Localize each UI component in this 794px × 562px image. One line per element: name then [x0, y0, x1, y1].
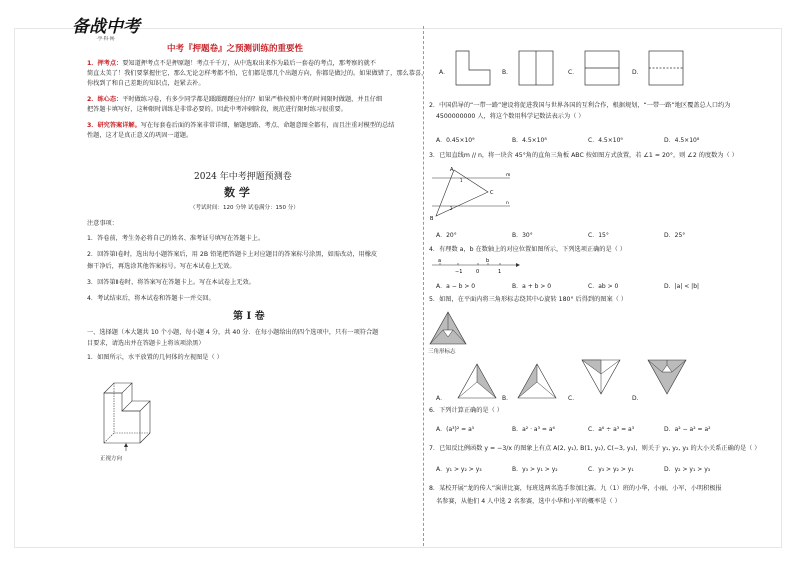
q2-option-c[interactable]: C．4.5×10⁹ [588, 137, 623, 144]
q6-option-a[interactable]: A．(a³)² = a⁵ [436, 426, 475, 433]
notice-3: 3．回答第Ⅱ卷时，将答案写在答题卡上。写在本试卷上无效。 [87, 279, 255, 286]
q1-option-b[interactable]: B． [502, 69, 513, 76]
q3-option-a[interactable]: A．20° [436, 232, 457, 239]
q6-option-b[interactable]: B．a² · a³ = a⁶ [512, 426, 555, 433]
notice-1: 1．答卷前，考生务必将自己的姓名、准考证号填写在答题卡上。 [87, 235, 265, 242]
question-8-line2: 名参赛，从他们 4 人中选 2 名参赛，选中小华和小军的概率是（ ） [436, 498, 621, 505]
banner-title: 中考『押题卷』之预测训练的重要性 [167, 44, 304, 54]
q4-option-b[interactable]: B．a + b > 0 [512, 283, 552, 290]
number-line-figure [430, 256, 520, 276]
q1-option-d[interactable]: D． [632, 69, 643, 76]
svg-text:1: 1 [498, 269, 502, 275]
part-title: 第 Ⅰ 卷 [233, 311, 265, 322]
question-3: 3．已知直线m // n，将一块含 45°角的直角三角板 ABC 按如图方式放置，若 ∠1 = 20°，则 ∠2 的度数为（ ） [429, 152, 738, 159]
svg-text:C: C [490, 190, 494, 196]
question-2-line1: 2．中国倡导的“一带一路”建设将促进我国与世界各国的互利合作，根据规划，“一带一路”地区覆盖总人口约为 [429, 102, 731, 109]
triangle-sign-figure [428, 310, 468, 346]
intro-1-line3: 你找到了和自己差距的知识点，赶紧去补。 [87, 80, 205, 87]
notice-4: 4．考试结束后，将本试卷和答题卡一并交回。 [87, 295, 215, 302]
option-d-sign [646, 358, 688, 396]
intro-2-line1: 2．练心态：平时做练习卷，有多少同学都是蹑蹑蹉蹉应付的？如果严格按照中考的时间限时做题，并且仔细 [87, 96, 383, 103]
option-d-figure [648, 50, 684, 86]
svg-text:A: A [450, 167, 454, 173]
q7-option-a[interactable]: A．y₁ > y₂ > y₃ [436, 466, 482, 473]
q4-option-d[interactable]: D．|a| < |b| [664, 283, 700, 290]
brand-logo [62, 14, 150, 42]
q7-option-d[interactable]: D．y₂ > y₁ > y₃ [664, 466, 711, 473]
q5-option-c[interactable]: C． [568, 395, 579, 402]
q5-caption: 三角形标志 [428, 349, 456, 355]
svg-text:2: 2 [450, 206, 453, 211]
question-7: 7．已知反比例函数 y = −3/x 的图象上有点 A(2, y₁), B(1, y₂), C(−3, y₃)，则关于 y₁, y₂, y₃ 的大小关系正确的是（ ） [429, 445, 761, 452]
q4-option-a[interactable]: A．a − b > 0 [436, 283, 476, 290]
q2-option-b[interactable]: B．4.5×10⁸ [512, 137, 547, 144]
svg-text:a: a [438, 258, 442, 264]
exam-meta: （考试时间：120 分钟 试卷满分：150 分） [190, 205, 299, 211]
exam-subject: 数 学 [224, 186, 250, 199]
q3-option-b[interactable]: B．30° [512, 232, 533, 239]
notice-2b: 擦干净后，再选涂其他答案标号。写在本试卷上无效。 [87, 263, 236, 270]
q4-option-c[interactable]: C．ab > 0 [588, 283, 619, 290]
question-5: 5．如图，在平面内将三角形标志绕其中心旋转 180° 后得到的图案（ ） [429, 296, 627, 303]
q3-option-c[interactable]: C．15° [588, 232, 609, 239]
question-4: 4．有理数 a，b 在数轴上的对应位置如图所示，下列选项正确的是（ ） [429, 246, 626, 253]
option-c-figure [584, 50, 620, 86]
q5-option-b[interactable]: B． [502, 395, 513, 402]
option-a-sign [456, 362, 498, 400]
svg-text:n: n [506, 201, 509, 206]
notice-2: 2．回答第Ⅰ卷时，选出每小题答案后，用 2B 铅笔把答题卡上对应题目的答案标号涂黑，如需改动，用橡皮 [87, 251, 378, 258]
q5-option-d[interactable]: D． [632, 395, 643, 402]
exam-title: 2024 年中考押题预测卷 [194, 172, 292, 182]
q7-option-b[interactable]: B．y₃ > y₁ > y₂ [512, 466, 558, 473]
question-6: 6．下列计算正确的是（ ） [429, 407, 503, 414]
option-a-figure [455, 50, 491, 86]
intro-2-line2: 把答题卡填写好，这种限时训练是非常必要的。因此中考冲刺阶段，规范进行限时练习很重要。 [87, 106, 347, 113]
column-divider [423, 26, 424, 546]
q2-option-d[interactable]: D．4.5×10⁸ [664, 137, 700, 144]
svg-text:−1: −1 [455, 269, 463, 275]
q5-option-a[interactable]: A． [436, 395, 447, 402]
q1-option-c[interactable]: C． [568, 69, 579, 76]
svg-text:B: B [430, 216, 434, 222]
svg-text:0: 0 [476, 269, 480, 275]
logo-sub: ·学·科·网· [96, 37, 116, 42]
q3-option-d[interactable]: D．25° [664, 232, 686, 239]
q6-option-c[interactable]: C．a⁶ ÷ a³ = a³ [588, 426, 635, 433]
option-b-figure [518, 50, 554, 86]
q1-caption: 正视方向 [100, 456, 123, 462]
intro-3-line2: 性题，这才是真正意义的巩固一道题。 [87, 132, 193, 139]
q2-option-a[interactable]: A．0.45×10⁹ [436, 137, 475, 144]
svg-text:1: 1 [460, 178, 463, 183]
section-line1: 一、选择题（本大题共 10 个小题，每小题 4 分，共 40 分．在每小题给出的四个选项中，只有一项符合题 [87, 329, 379, 336]
intro-3-line1: 3．研究答案详解。写在每套卷后面的答案非常详细，解题思路、考点、命题意图全都有，而且注重对模型的总结 [87, 122, 395, 129]
q6-option-d[interactable]: D．a² − a² = a² [664, 426, 711, 433]
svg-text:m: m [506, 173, 511, 178]
intro-1-line1: 1．押考点：要知道押考点不是押原题！考点千千万，从中选取出来作为最后一套卷的考点，那考察的就不 [87, 60, 376, 67]
q1-option-a[interactable]: A． [439, 69, 450, 76]
section-line2: 目要求，请选出并在答题卡上将该项涂黑） [87, 340, 205, 347]
option-b-sign [516, 362, 558, 400]
triangle-parallel-lines-figure [428, 164, 514, 222]
option-c-sign [580, 358, 622, 396]
logo-text: 备战中考 [72, 17, 140, 37]
q7-option-c[interactable]: C．y₃ > y₂ > y₁ [588, 466, 634, 473]
question-1: 1．如图所示，水平放置的几何体的左视图是（ ） [87, 354, 223, 361]
question-2-line2: 4500000000 人，将这个数用科学记数法表示为（ ） [436, 113, 585, 120]
notice-title: 注意事项： [87, 220, 118, 227]
question-8-line1: 8．某校开展“龙的传人”演讲比赛，每班选两名选手参加比赛。九（1）班的小华，小丽，小军，小明积极报 [429, 485, 722, 492]
svg-text:b: b [486, 258, 490, 264]
intro-1-line2: 简直太美了！我们要掌握住它，那么无论怎样考都不怕，它们都是那几个出题方向，你都是做过的。如果做错了，那么恭喜， [87, 70, 428, 77]
l-shaped-solid-figure [96, 373, 166, 463]
